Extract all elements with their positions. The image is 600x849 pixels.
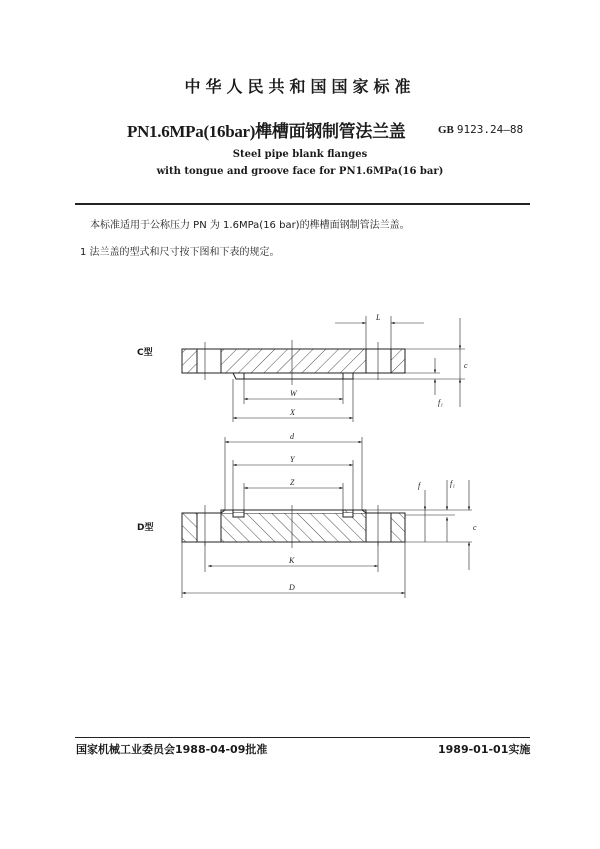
scope-paragraph: 本标准适用于公称压力 PN 为 1.6MPa(16 bar)的榫槽面钢制管法兰盖。	[90, 220, 410, 231]
implementation-date: 1989-01-01实施	[438, 743, 531, 756]
dim-W: W	[290, 389, 297, 398]
dim-X: X	[290, 408, 295, 417]
dim-f: f	[418, 481, 421, 490]
dim-f1-type-c: f₁	[438, 398, 444, 407]
dim-c-type-d: c	[473, 523, 477, 532]
clause-1: 1 法兰盖的型式和尺寸按下图和下表的规定。	[80, 247, 280, 258]
dim-D: D	[289, 583, 295, 592]
dim-Y: Y	[290, 455, 295, 464]
document-title: PN1.6MPa(16bar)榫槽面钢制管法兰盖	[127, 122, 406, 141]
dim-L: L	[376, 313, 381, 322]
dim-Z: Z	[290, 478, 295, 487]
dim-K: K	[289, 556, 295, 565]
english-title-line2: with tongue and groove face for PN1.6MPa(16 bar)	[156, 166, 444, 177]
dim-c-type-c: c	[464, 361, 468, 370]
issuing-organization: 中华人民共和国国家标准	[184, 77, 416, 96]
type-c-label: C型	[137, 348, 153, 358]
english-title-line1: Steel pipe blank flanges	[232, 149, 368, 160]
type-c-flange	[182, 316, 465, 422]
code-number: 9123.24—88	[456, 123, 524, 136]
approval-info: 国家机械工业委员会1988-04-09批准	[76, 743, 268, 756]
dim-d: d	[290, 432, 294, 441]
code-prefix: GB	[438, 124, 454, 136]
footer-divider	[75, 737, 530, 738]
type-d-label: D型	[137, 523, 154, 533]
dim-f1-type-d: f₁	[450, 479, 456, 488]
type-d-flange	[182, 437, 472, 598]
